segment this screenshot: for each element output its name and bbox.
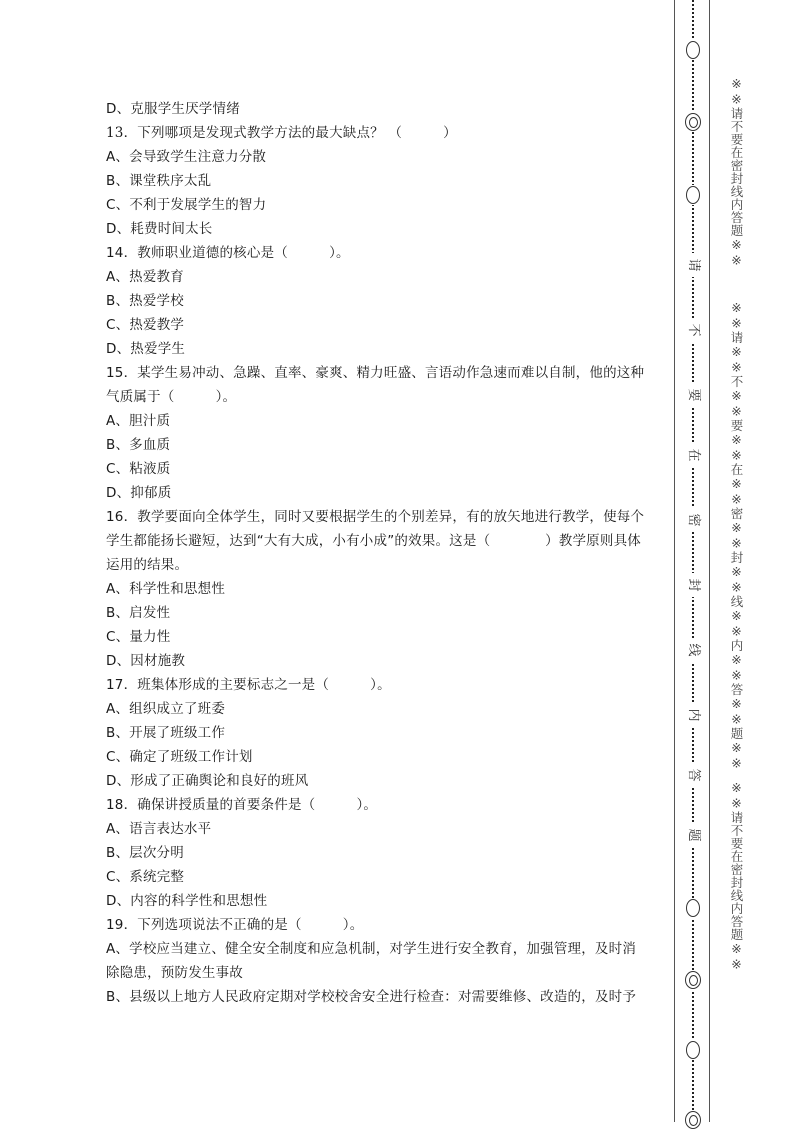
q15-option-b: B、多血质 (106, 437, 171, 453)
seal-char: 线 (683, 638, 703, 662)
seal-line-strip (674, 0, 710, 1122)
q18-option-b: B、层次分明 (106, 845, 184, 861)
circle-icon (683, 185, 703, 205)
seal-warning-3: ※※请不要在密封线内答题※※ (729, 780, 744, 972)
q12-option-d: D、克服学生厌学情绪 (106, 101, 240, 117)
q16-stem-line3: 运用的结果。 (106, 557, 189, 573)
q19-option-a-line1: A、学校应当建立、健全安全制度和应急机制，对学生进行安全教育，加强管理，及时消 (106, 941, 637, 957)
q17-option-b: B、开展了班级工作 (106, 725, 226, 741)
q16-stem-line2: 学生都能扬长避短，达到“大有大成，小有小成”的效果。这是（ ）教学原则具体 (106, 533, 641, 549)
q18-option-c: C、系统完整 (106, 869, 185, 885)
q17-option-c: C、确定了班级工作计划 (106, 749, 253, 765)
q19-option-a-line2: 除隐患，预防发生事故 (106, 965, 243, 981)
seal-char: 题 (683, 823, 703, 847)
q17-option-d: D、形成了正确舆论和良好的班风 (106, 773, 309, 789)
q14-option-d: D、热爱学生 (106, 341, 186, 357)
circle-icon (683, 1040, 703, 1060)
seal-char: 答 (683, 763, 703, 787)
circle-icon (683, 898, 703, 918)
q18-option-d: D、内容的科学性和思想性 (106, 893, 268, 909)
q14-option-b: B、热爱学校 (106, 293, 184, 309)
seal-warning-2: ※※请※※不※※要※※在※※密※※封※※线※※内※※答※※题※※ (729, 300, 744, 771)
circle-icon (683, 40, 703, 60)
q13-option-a: A、会导致学生注意力分散 (106, 149, 267, 165)
q14-stem: 14．教师职业道德的核心是（ ）。 (106, 245, 350, 261)
dotted-seal-line (692, 0, 694, 1122)
q15-stem-line2: 气质属于（ ）。 (106, 389, 237, 405)
q16-option-b: B、启发性 (106, 605, 171, 621)
double-circle-icon (683, 970, 703, 990)
q14-option-c: C、热爱教学 (106, 317, 185, 333)
q19-option-b-line1: B、县级以上地方人民政府定期对学校校舍安全进行检查：对需要维修、改造的，及时予 (106, 989, 637, 1005)
q16-option-c: C、量力性 (106, 629, 171, 645)
seal-char: 封 (683, 573, 703, 597)
seal-char: 内 (683, 703, 703, 727)
q13-option-d: D、耗费时间太长 (106, 221, 213, 237)
q15-option-d: D、抑郁质 (106, 485, 172, 501)
seal-warning-1: ※※请不要在密封线内答题※※ (729, 76, 744, 268)
q16-stem-line1: 16．教学要面向全体学生，同时又要根据学生的个别差异，有的放矢地进行教学，使每个 (106, 509, 645, 525)
q14-option-a: A、热爱教育 (106, 269, 184, 285)
seal-char: 在 (683, 443, 703, 467)
q17-stem: 17．班集体形成的主要标志之一是（ ）。 (106, 677, 391, 693)
q18-option-a: A、语言表达水平 (106, 821, 212, 837)
q16-option-d: D、因材施教 (106, 653, 186, 669)
q13-option-c: C、不利于发展学生的智力 (106, 197, 267, 213)
double-circle-icon (683, 112, 703, 132)
seal-char: 不 (683, 318, 703, 342)
q13-stem: 13．下列哪项是发现式教学方法的最大缺点？ （ ） (106, 125, 457, 141)
seal-char: 请 (683, 253, 703, 277)
q15-option-c: C、粘液质 (106, 461, 171, 477)
q18-stem: 18．确保讲授质量的首要条件是（ ）。 (106, 797, 378, 813)
q15-stem-line1: 15．某学生易冲动、急躁、直率、豪爽、精力旺盛、言语动作急速而难以自制，他的这种 (106, 365, 645, 381)
q16-option-a: A、科学性和思想性 (106, 581, 226, 597)
q13-option-b: B、课堂秩序太乱 (106, 173, 212, 189)
seal-char: 密 (683, 508, 703, 532)
q17-option-a: A、组织成立了班委 (106, 701, 226, 717)
exam-content (106, 97, 662, 1009)
seal-char: 要 (683, 383, 703, 407)
double-circle-icon (683, 1110, 703, 1130)
q19-stem: 19．下列选项说法不正确的是（ ）。 (106, 917, 364, 933)
q15-option-a: A、胆汁质 (106, 413, 171, 429)
